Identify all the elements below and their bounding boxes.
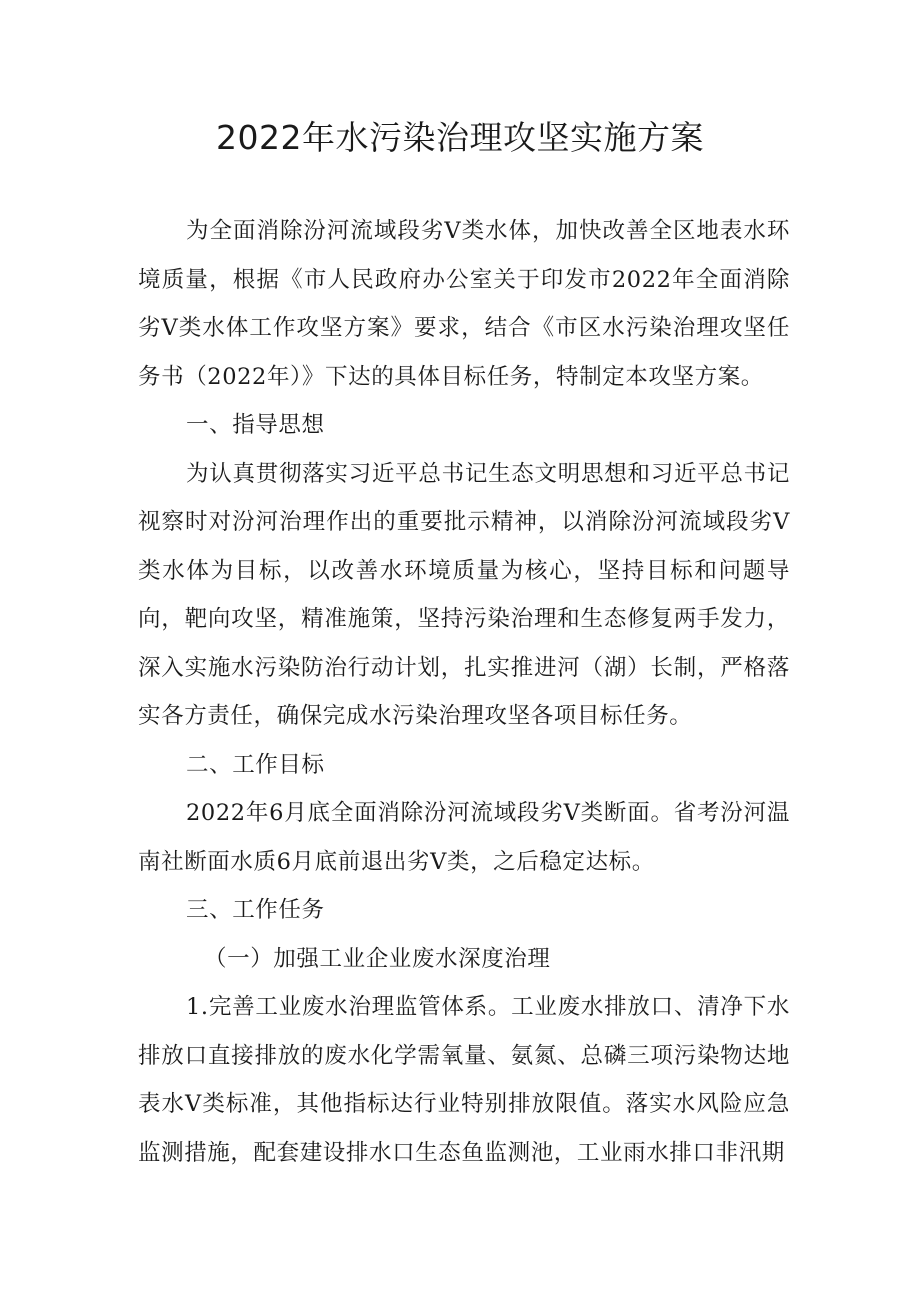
section-heading-work-goals: 二、工作目标: [186, 751, 325, 778]
section-heading-guiding-ideology: 一、指导思想: [186, 412, 325, 438]
intro-paragraph: 为全面消除汾河流域段劣Ⅴ类水体，加快改善全区地表水环境质量，根据《市人民政府办公室关于印发市2022年全面消除劣Ⅴ类水体工作攻坚方案》要求，结合《市区水污染治理攻坚任务书（2022年）》下达的具体目标任务，特制定本攻坚方案。: [138, 218, 790, 390]
work-goals-paragraph: 2022年6月底全面消除汾河流域段劣Ⅴ类断面。省考汾河温南社断面水质6月底前退出劣Ⅴ类，之后稳定达标。: [138, 800, 790, 875]
section-heading-work-tasks: 三、工作任务: [186, 897, 325, 923]
task-item-1-paragraph: 1.完善工业废水治理监管体系。工业废水排放口、清净下水排放口直接排放的废水化学需氧量、氨氮、总磷三项污染物达地表水Ⅴ类标准，其他指标达行业特别排放限值。落实水风险应急监测措施，配套建设排水口生态鱼监测池，工业雨水排口非汛期: [138, 994, 790, 1166]
document-title: 2022年水污染治理攻坚实施方案: [216, 118, 704, 157]
document-body: [138, 207, 790, 1177]
guiding-ideology-paragraph: 为认真贯彻落实习近平总书记生态文明思想和习近平总书记视察时对汾河治理作出的重要批示精神，以消除汾河流域段劣Ⅴ类水体为目标，以改善水环境质量为核心，坚持目标和问题导向，靶向攻坚，精准施策，坚持污染治理和生态修复两手发力，深入实施水污染防治行动计划，扎实推进河（湖）长制，严格落实各方责任，确保完成水污染治理攻坚各项目标任务。: [138, 460, 790, 729]
subsection-heading-industrial-wastewater: （一）加强工业企业废水深度治理: [204, 945, 551, 972]
